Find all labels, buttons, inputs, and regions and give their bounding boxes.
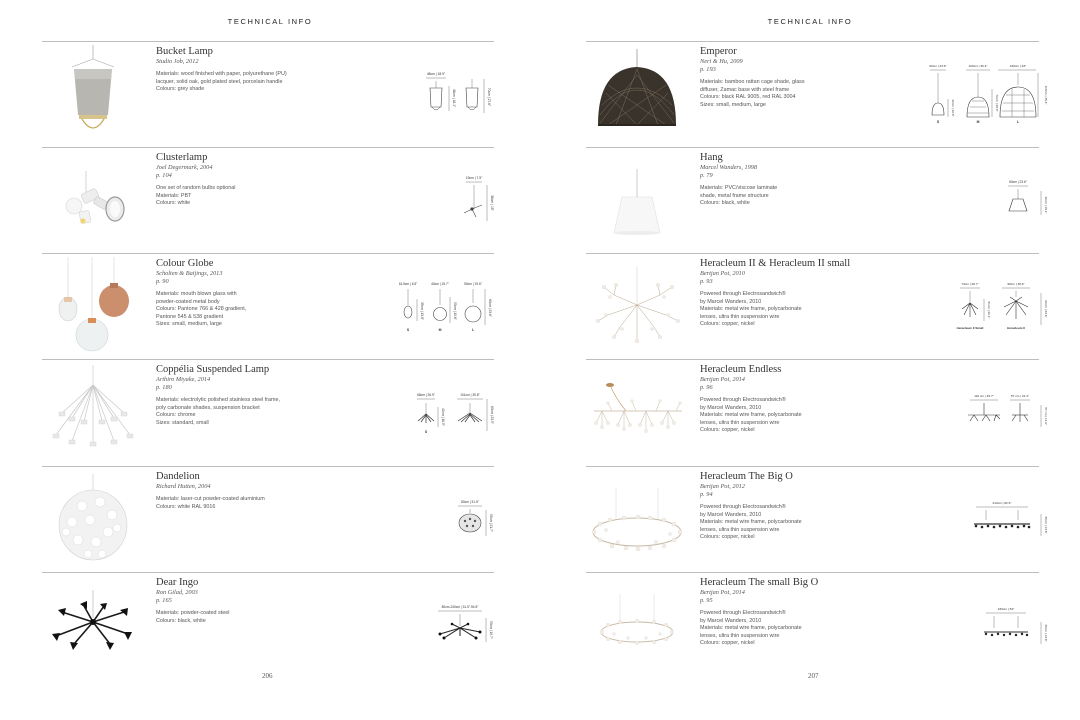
product-entry-bucket-lamp: [42, 41, 494, 147]
spec-line: Materials: PBT: [156, 192, 192, 199]
spec-line: Sizes: small, medium, large: [700, 101, 766, 108]
spec-line: Colours: chrome: [156, 412, 196, 419]
dimension-label: 35cm | 13.8": [420, 302, 424, 320]
size-label: L: [1016, 120, 1020, 124]
size-label: M: [438, 328, 442, 332]
product-entry-dear-ingo: [42, 572, 494, 678]
spec-line: by Marcel Wanders, 2010: [700, 617, 762, 624]
product-info: [156, 152, 331, 208]
product-info: [700, 152, 875, 208]
product-name: Heracleum The Big O: [700, 471, 793, 482]
product-designer: Joel Degermark, 2004: [156, 164, 213, 171]
catalogue-page: p. 95: [700, 597, 713, 604]
dimension-label: 46cm | 18.1": [452, 88, 456, 108]
spec-line: shade, metal frame structure: [700, 192, 769, 199]
spec-line: Colours: grey shade: [156, 86, 205, 93]
dimension-label: 60cm | 23.6": [488, 299, 492, 317]
dimension-label: 60cm | 23.6": [1009, 180, 1027, 184]
dimension-label: 55cm | 21.7": [489, 514, 493, 532]
catalogue-page: p. 165: [156, 597, 172, 604]
size-label: S: [406, 328, 410, 332]
dimension-label: 40cm | 15.7": [431, 282, 449, 286]
dimension-drawing-edge: [1039, 359, 1051, 465]
product-name: Clusterlamp: [156, 152, 208, 163]
spec-line: by Marcel Wanders, 2010: [700, 404, 762, 411]
spec-line: Materials: powder-coated steel: [156, 610, 230, 616]
product-info: [700, 364, 875, 435]
size-label: S: [424, 430, 428, 434]
dimension-drawing: [996, 147, 1039, 253]
dimension-label: 100cm | 39.4": [968, 64, 988, 68]
page-header: TECHNICAL INFO: [767, 17, 853, 26]
divider: [42, 147, 494, 148]
product-name: Bucket Lamp: [156, 46, 213, 57]
dimension-drawing: [430, 572, 494, 678]
dimension-drawing: [926, 41, 1039, 147]
product-info: [156, 577, 331, 625]
spec-line: Materials: electrolytic polished stainless steel frame,: [156, 397, 281, 403]
dimension-label: 80cm | 31.5": [461, 500, 479, 504]
spec-line: diffuser, Zamac base with steel frame: [700, 86, 790, 93]
dimension-label: 50cm | 19.7": [489, 621, 493, 639]
product-info: [156, 46, 331, 94]
product-designer: Neri & Hu, 2009: [700, 58, 743, 65]
heracleum-ii-image: [586, 257, 688, 357]
dimension-label: 101cm | 39.8": [460, 393, 480, 397]
catalogue-page: p. 90: [156, 278, 169, 285]
product-entry-heracleum-ii: [586, 253, 1048, 359]
dear-ingo-lamp-image: [42, 576, 144, 676]
dandelion-lamp-image: [42, 470, 144, 570]
spec-line: by Marcel Wanders, 2010: [700, 298, 762, 305]
spec-line: Materials: metal wire frame, polycarbonate: [700, 519, 802, 526]
product-entry-heracleum-big-o: [586, 466, 1048, 572]
dimension-drawing: [448, 466, 494, 572]
heracleum-small-big-o-image: [586, 576, 688, 676]
spec-line: Powered through Electrosandwich®: [700, 291, 786, 297]
dimension-label: 116 cm | 45.7": [974, 394, 994, 398]
size-label: Heracleum II Small: [956, 326, 984, 330]
spec-line: Materials: mouth blown glass with: [156, 291, 237, 297]
size-label: M: [976, 120, 980, 124]
spec-line: Colours: copper, nickel: [700, 321, 755, 328]
catalogue-page: p. 96: [700, 384, 713, 391]
divider: [586, 147, 1039, 148]
dimension-label: 42cm | 16.5": [441, 408, 445, 426]
product-name: Hang: [700, 152, 723, 163]
product-designer: Studio Job, 2012: [156, 58, 199, 65]
divider: [42, 466, 494, 467]
product-info: [700, 471, 875, 542]
product-info: [700, 577, 875, 648]
divider: [42, 572, 494, 573]
spec-line: lenses, ultra thin suspension wire: [700, 313, 780, 320]
catalogue-page: p. 94: [700, 491, 713, 498]
divider: [586, 572, 1039, 573]
spec-line: Colours: copper, nickel: [700, 534, 755, 541]
spec-line: Colours: Pantone 766 & 428 gradient,: [156, 306, 247, 313]
dimension-label: 48cm | 18.9": [426, 72, 446, 76]
catalogue-page: p. 193: [700, 66, 716, 73]
product-designer: Scholten & Baijings, 2013: [156, 270, 223, 277]
catalogue-page: p. 180: [156, 384, 172, 391]
page-number: 207: [808, 672, 819, 680]
dimension-label: 50cm | 19.6": [464, 282, 482, 286]
product-name: Emperor: [700, 46, 737, 57]
colour-globe-image: [42, 257, 144, 357]
dimension-label: 19cm | 7.5": [465, 176, 483, 180]
catalogue-page: p. 79: [700, 172, 713, 179]
product-designer: Bertjan Pot, 2014: [700, 589, 745, 596]
catalogue-page: p. 93: [700, 278, 713, 285]
dimension-drawing: [452, 147, 494, 253]
heracleum-endless-image: [586, 363, 688, 463]
spec-line: Colours: black, white: [156, 617, 206, 624]
size-label: S: [936, 120, 940, 124]
spec-line: Pantone 545 & 538 gradient: [156, 313, 224, 320]
product-entry-colour-globe: [42, 253, 494, 359]
spec-line: Colours: black, white: [700, 200, 750, 207]
dimension-label: 98cm | 38.6": [1007, 282, 1025, 286]
dimension-label: 51cm | 20.1": [987, 301, 991, 319]
product-designer: Ron Gilad, 2003: [156, 589, 198, 596]
dimension-label: 160cm | 63": [1009, 64, 1027, 68]
product-name: Dandelion: [156, 471, 200, 482]
spec-line: Materials: metal wire frame, polycarbonate: [700, 412, 802, 419]
spec-line: Colours: copper, nickel: [700, 640, 755, 647]
product-name: Dear Ingo: [156, 577, 199, 588]
dimension-label: 57 cm | 22.4": [1010, 394, 1030, 398]
product-name: Heracleum II & Heracleum II small: [700, 258, 851, 269]
product-designer: Richard Hutten, 2004: [156, 483, 211, 490]
dimension-label: 35cm | 13.8": [1044, 624, 1048, 642]
spec-line: Powered through Electrosandwich®: [700, 610, 786, 616]
dimension-label: 210cm | 82.6": [992, 501, 1012, 505]
product-designer: Bertjan Pot, 2014: [700, 376, 745, 383]
right-page: [540, 0, 1080, 720]
product-name: Colour Globe: [156, 258, 214, 269]
coppelia-lamp-image: [42, 363, 144, 463]
product-entry-heracleum-endless: [586, 359, 1048, 465]
product-entry-coppelia: [42, 359, 494, 465]
spec-line: Materials: metal wire frame, polycarbonate: [700, 625, 802, 632]
dimension-label: 60cm | 23.5": [490, 406, 494, 424]
product-name: Heracleum Endless: [700, 364, 782, 375]
dimension-drawing: [962, 359, 1039, 465]
bucket-lamp-image: [42, 45, 144, 145]
spec-line: Powered through Electrosandwich®: [700, 504, 786, 510]
product-entry-emperor: [586, 41, 1048, 147]
product-designer: Bertjan Pot, 2012: [700, 483, 745, 490]
spec-line: Materials: laser-cut powder-coated aluminium: [156, 496, 265, 502]
dimension-label: 50cm | 19.6": [453, 302, 457, 320]
spec-line: Materials: PVC/viscose laminate: [700, 185, 778, 191]
dimension-label: 16.5cm | 6.5": [398, 282, 418, 286]
hang-lamp-image: [586, 151, 688, 251]
page-header: TECHNICAL INFO: [227, 17, 313, 26]
dimension-drawing-edge: [1039, 572, 1051, 678]
spec-line: lenses, ultra thin suspension wire: [700, 419, 780, 426]
dimension-drawing-edge: [1039, 41, 1051, 147]
spec-line: Sizes: small, medium, large: [156, 321, 222, 328]
dimension-drawing: [412, 41, 494, 147]
dimension-drawing: [942, 253, 1039, 359]
product-info: [700, 258, 875, 329]
product-name: Heracleum The small Big O: [700, 577, 819, 588]
spec-line: lenses, ultra thin suspension wire: [700, 632, 780, 639]
spec-line: powder-coated metal body: [156, 298, 220, 305]
dimension-drawing: [976, 572, 1039, 678]
spec-line: lacquer, solid oak, gold plated steel, porcelain handle: [156, 78, 283, 85]
spec-line: Colours: white RAL 9016: [156, 503, 216, 510]
catalogue-page: p. 104: [156, 172, 172, 179]
dimension-label: 68cm | 26.9": [417, 393, 435, 397]
product-entry-heracleum-small-big-o: [586, 572, 1048, 678]
spec-line: lenses, ultra thin suspension wire: [700, 526, 780, 533]
spec-line: Sizes: standard, small: [156, 419, 209, 426]
page-number: 206: [262, 672, 273, 680]
dimension-drawing: [408, 359, 494, 465]
spec-line: Colours: white: [156, 200, 191, 207]
spec-line: Materials: metal wire frame, polycarbonate: [700, 306, 802, 313]
product-info: [156, 364, 331, 427]
size-label: Heracleum II: [1007, 326, 1025, 330]
product-info: [700, 46, 875, 109]
product-info: [156, 258, 331, 329]
spec-line: Materials: wood finished with paper, polyurethane (PU): [156, 71, 287, 77]
size-label: L: [471, 328, 475, 332]
spec-line: poly carbonate shades, suspension bracket: [156, 404, 260, 411]
product-entry-dandelion: [42, 466, 494, 572]
product-designer: Marcel Wanders, 1998: [700, 164, 758, 171]
spec-line: One set of random bulbs optional: [156, 185, 236, 191]
clusterlamp-image: [42, 151, 144, 251]
dimension-label: 80cm-240cm | 31.5"-94.5": [441, 605, 479, 609]
spec-line: Powered through Electrosandwich®: [700, 397, 786, 403]
dimension-label: 37 cm | 14.6": [1044, 406, 1048, 426]
spec-line: Materials: bamboo rattan cage shade, glass: [700, 79, 805, 85]
spec-line: Colours: black RAL 9005, red RAL 3004: [700, 94, 796, 101]
dimension-label: 35cm | 13.8": [1044, 516, 1048, 534]
spec-line: Colours: copper, nickel: [700, 427, 755, 434]
dimension-label: 70cm | 27.6": [487, 87, 491, 107]
dimension-drawing-edge: [1039, 253, 1051, 359]
product-name: Coppélia Suspended Lamp: [156, 364, 270, 375]
dimension-drawing-edge: [1039, 147, 1051, 253]
dimension-label: 115cm | 45.3": [1044, 85, 1048, 105]
dimension-label: 160cm | 63": [997, 607, 1015, 611]
product-entry-hang: [586, 147, 1048, 253]
dimension-drawing: [966, 466, 1039, 572]
dimension-label: 60cm | 23.6": [929, 64, 947, 68]
dimension-label: 60cm | 23.6": [1044, 300, 1048, 318]
product-designer: Bertjan Pot, 2010: [700, 270, 745, 277]
heracleum-big-o-image: [586, 470, 688, 570]
product-entry-clusterlamp: [42, 147, 494, 253]
dimension-label: 42cm | 16.5": [951, 99, 955, 117]
dimension-drawing: [394, 253, 494, 359]
dimension-label: 72cm | 28.3": [995, 94, 999, 112]
dimension-drawing-edge: [1039, 466, 1051, 572]
dimension-label: 38cm | 15": [490, 195, 494, 211]
emperor-lamp-image: [586, 45, 688, 145]
product-info: [156, 471, 331, 511]
dimension-label: 46cm | 18.1": [1044, 196, 1048, 214]
product-designer: Arihiro Miyake, 2014: [156, 376, 211, 383]
spec-line: by Marcel Wanders, 2010: [700, 511, 762, 518]
dimension-label: 73cm | 28.7": [961, 282, 979, 286]
